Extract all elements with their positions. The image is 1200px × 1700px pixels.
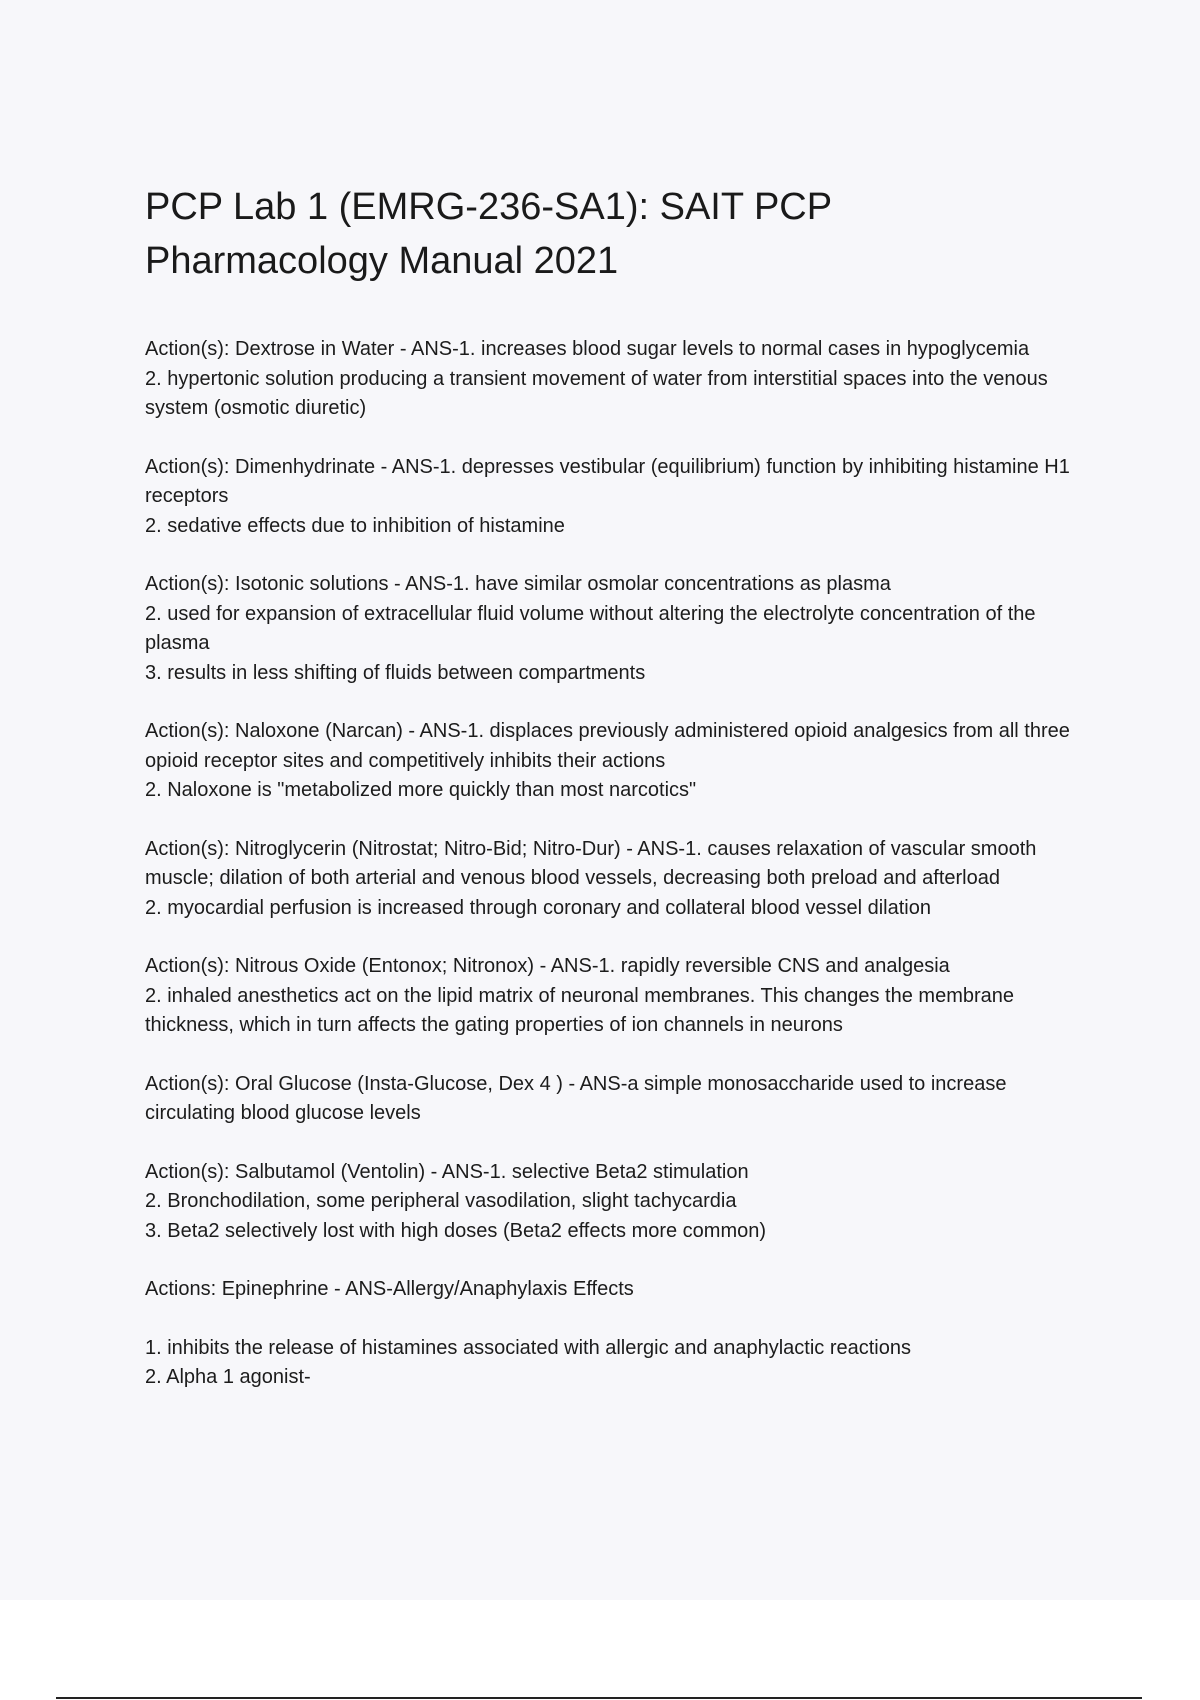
entry-nitrous-oxide [145,952,1095,1041]
entry-line: Action(s): Oral Glucose (Insta-Glucose, Dex 4 ) - ANS-a simple monosaccharide used to increase circulating blood glucose levels [145,1072,1007,1124]
entry-line: 2. Alpha 1 agonist- [145,1366,311,1388]
entry-line: Action(s): Salbutamol (Ventolin) - ANS-1. selective Beta2 stimulation [145,1160,749,1183]
entry-line: Actions: Epinephrine - ANS-Allergy/Anaphylaxis Effects [145,1278,634,1300]
entry-dimenhydrinate [145,453,1095,542]
entry-line: 2. inhaled anesthetics act on the lipid matrix of neuronal membranes. This changes the membrane thickness, which in turn affects the gating properties of ion channels in neurons [145,984,1015,1036]
entry-line: 2. myocardial perfusion is increased through coronary and collateral blood vessel dilation [145,896,931,919]
entry-line: Action(s): Dimenhydrinate - ANS-1. depresses vestibular (equilibrium) function by inhibiting histamine H1 receptors [145,455,1070,507]
entry-line: Action(s): Isotonic solutions - ANS-1. have similar osmolar concentrations as plasma [145,573,891,595]
entry-naloxone [145,717,1095,806]
entry-nitroglycerin [145,835,1095,924]
entry-line: 2. sedative effects due to inhibition of histamine [145,514,565,537]
entry-line: 2. Naloxone is "metabolized more quickly than most narcotics" [145,779,697,801]
entry-line: 3. results in less shifting of fluids between compartments [145,661,646,684]
entry-line: 2. Bronchodilation, some peripheral vasodilation, slight tachycardia [145,1190,737,1212]
page-title-line-1: PCP Lab 1 (EMRG-236-SA1): SAIT PCP [145,186,833,228]
entry-line: 3. Beta2 selectively lost with high doses (Beta2 effects more common) [145,1219,767,1242]
entry-salbutamol [145,1158,1095,1247]
entry-epinephrine-heading [145,1275,1095,1305]
entry-isotonic-solutions [145,570,1095,688]
entry-dextrose [145,335,1095,424]
entry-line: 2. used for expansion of extracellular fluid volume without altering the electrolyte concentration of the plasma [145,602,1036,654]
entry-line: Action(s): Nitrous Oxide (Entonox; Nitronox) - ANS-1. rapidly reversible CNS and analgesia [145,955,950,977]
entry-oral-glucose [145,1070,1095,1129]
document-content [145,180,1095,1422]
entry-line: 1. inhibits the release of histamines associated with allergic and anaphylactic reactions [145,1336,911,1359]
page-title [145,180,1095,288]
entry-line: Action(s): Nitroglycerin (Nitrostat; Nitro-Bid; Nitro-Dur) - ANS-1. causes relaxation of vascular smooth muscle; dilation of both arterial and venous blood vessels, decreasing both preload and afterload [145,837,1037,889]
footer-divider [56,1697,1142,1699]
entry-line: 2. hypertonic solution producing a transient movement of water from interstitial spaces into the venous system (osmotic diuretic) [145,367,1048,419]
page-title-line-2: Pharmacology Manual 2021 [145,240,619,282]
entry-line: Action(s): Naloxone (Narcan) - ANS-1. displaces previously administered opioid analgesics from all three opioid receptor sites and competitively inhibits their actions [145,720,1070,772]
entry-line: Action(s): Dextrose in Water - ANS-1. increases blood sugar levels to normal cases in hypoglycemia [145,338,1030,360]
entry-epinephrine-effects [145,1334,1095,1393]
